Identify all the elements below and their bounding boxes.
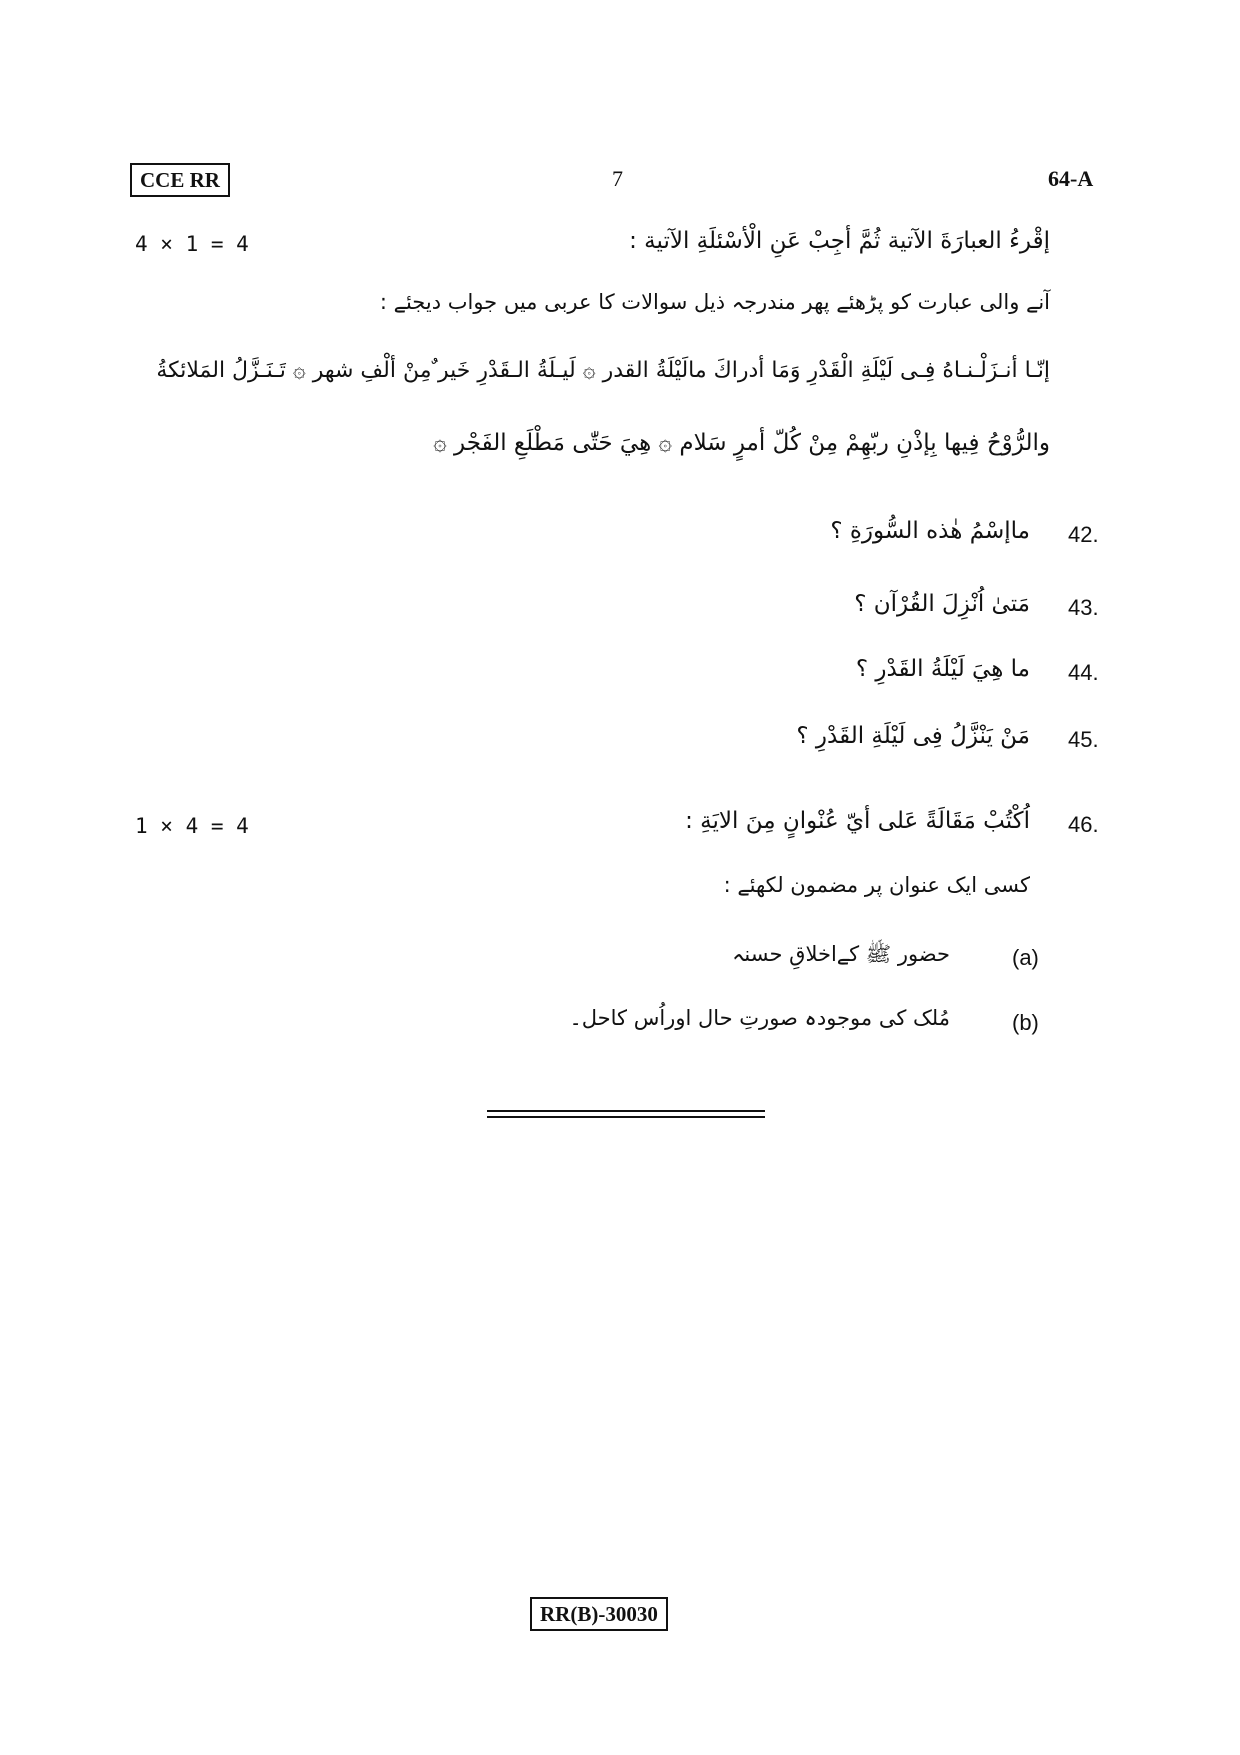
instruction-urdu-2: کسی ایک عنوان پر مضمون لکھئے :	[723, 873, 1030, 897]
option-text-a: حضور ﷺ کےاخلاقِ حسنہ	[732, 942, 950, 966]
question-text-44: ما هِيَ لَيْلَةُ القَدْرِ ؟	[855, 656, 1030, 682]
marks-allocation-2: 1 × 4 = 4	[135, 814, 249, 838]
passage-line-1: إنّـا أنـزَلْـنـاهُ فِـى لَيْلَةِ الْقَدْرِ وَمَا أدراكَ مالَيْلَةُ القدر ۞ لَيـلَةُ الـقَدْرِ خَير ٌمِنْ ألْفِ شهر ۞ تَـنَـزَّلُ المَلائكةُ	[156, 358, 1050, 383]
question-number-45: 45.	[1068, 727, 1099, 752]
option-label-a: (a)	[1012, 945, 1039, 970]
page-number: 7	[612, 166, 623, 191]
question-number-44: 44.	[1068, 660, 1099, 685]
passage-line-2: والرُّوْحُ فِيها بِإذْنِ ربّهِمْ مِنْ كُلّ أمرٍ سَلام ۞ هِيَ حَتّٰى مَطْلَعِ الفَجْر ۞	[433, 430, 1050, 456]
instruction-arabic-2: اُكْتُبْ مَقَالَةً عَلى أيّ عُنْوانٍ مِنَ الايَةِ :	[685, 808, 1030, 834]
instruction-urdu-1: آنے والی عبارت کو پڑھئے پھر مندرجہ ذیل سوالات کا عربی میں جواب دیجئے :	[379, 290, 1050, 314]
question-text-43: مَتىٰ اُنْزِلَ القُرْآن ؟	[854, 591, 1030, 617]
question-number-46: 46.	[1068, 812, 1099, 837]
footer-code-box	[530, 1597, 668, 1631]
question-number-42: 42.	[1068, 522, 1099, 547]
marks-allocation-1: 4 × 1 = 4	[135, 232, 249, 256]
paper-code: 64-A	[1048, 166, 1094, 191]
question-text-45: مَنْ يَنْزَّلُ فِى لَيْلَةِ القَدْرِ ؟	[796, 723, 1030, 749]
exam-series-label: CCE RR	[140, 168, 220, 192]
instruction-arabic-1: إقْرءُ العبارَةَ الآتية ثُمَّ أجِبْ عَنِ الْأسْئلَةِ الآتية :	[629, 228, 1050, 254]
question-number-43: 43.	[1068, 595, 1099, 620]
question-text-42: ماإسْمُ هٰذه السُّورَةِ ؟	[830, 518, 1030, 544]
footer-code-label: RR(B)-30030	[540, 1602, 658, 1626]
option-label-b: (b)	[1012, 1010, 1039, 1035]
section-end-divider	[487, 1110, 765, 1118]
exam-series-box	[130, 163, 230, 197]
option-text-b: مُلک کی موجودہ صورتِ حال اوراُس کاحل۔	[569, 1006, 950, 1030]
